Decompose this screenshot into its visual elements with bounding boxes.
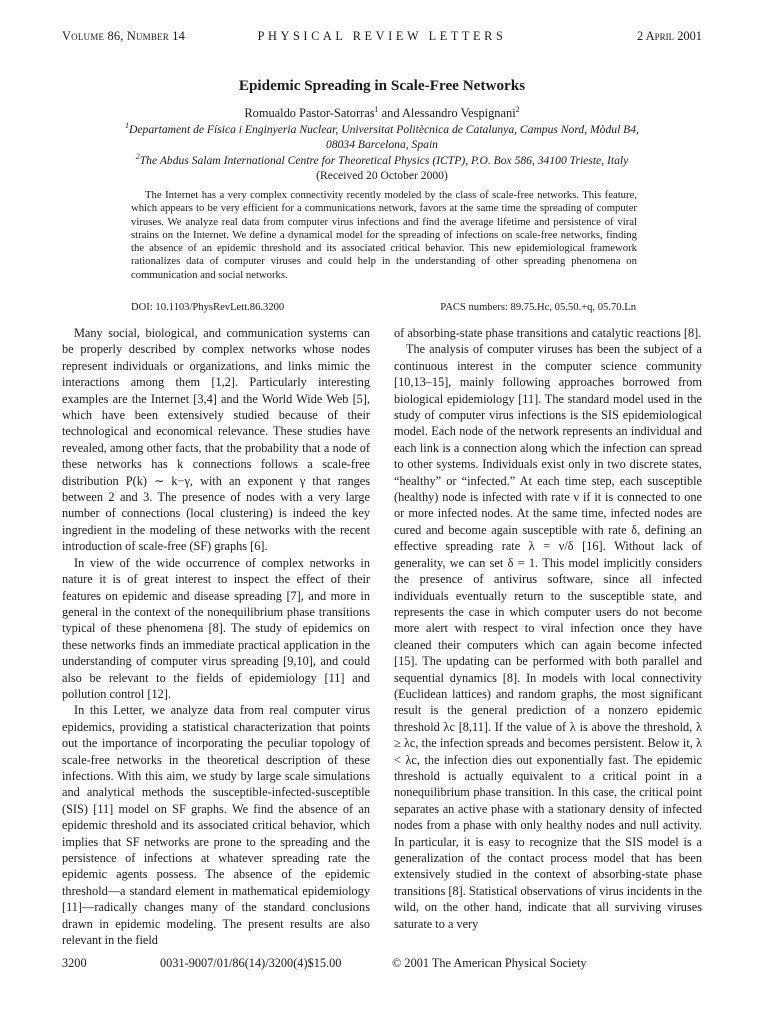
affiliation-mark: 2: [135, 152, 140, 161]
affiliation-text: Departament de Física i Enginyeria Nuclear, Universitat Politècnica de Catalunya, Campus Nord, Mòdul B4,: [129, 123, 639, 136]
author-name: Romualdo Pastor-Satorras: [244, 106, 375, 120]
doi-link[interactable]: DOI: 10.1103/PhysRevLett.86.3200: [131, 302, 285, 313]
author-conjunction: and: [378, 106, 402, 120]
article-code: 0031-9007/01/86(14)/3200(4)$15.00: [160, 956, 342, 970]
affiliation-mark: 2: [515, 105, 520, 114]
author-name: Alessandro Vespignani: [401, 106, 516, 120]
paragraph: In view of the wide occurrence of complex networks in nature it is of great interest to inspect the effect of their features on epidemic and disease spreading [7], and more in general in the context of the nonequilibrium phase transitions typical of these phenomena [8]. The study of epidemics on these networks finds an immediate practical application in the understanding of computer virus spreading [9,10], and could also be relevant to the fields of epidemiology [11] and pollution control [12].: [62, 555, 370, 701]
body-column-left: [62, 325, 370, 948]
author-line: [62, 105, 702, 121]
pacs-numbers: PACS numbers: 89.75.Hc, 05.50.+q, 05.70.Ln: [440, 302, 636, 313]
affiliation: [62, 122, 702, 152]
page-number: 3200: [62, 956, 87, 970]
running-header: [62, 27, 702, 45]
paragraph: The analysis of computer viruses has been the subject of a continuous interest in the computer science community [10,13–15], mainly following approaches borrowed from biological epidemiology [11]. The standard model used in the study of computer virus infections is the SIS epidemiological model. Each node of the network represents an individual and each link is a connection along which the infection can spread to other systems. Individuals exist only in two discrete states, “healthy” or “infected.” At each time step, each susceptible (healthy) node is infected with rate ν if it is connected to one or more infected nodes. At the same time, infected nodes are cured and become again susceptible with rate δ, defining an effective spreading rate λ = ν/δ [16]. Without lack of generality, we can set δ = 1. This model implicitly considers the presence of antivirus software, since all infected individuals eventually return to the susceptible state, and represents the case in which computer users do not become more alert with respect to viral infection once they have cleaned their computers which can again become infected [15]. The updating can be performed with both parallel and sequential dynamics [8]. In models with local connectivity (Euclidean lattices) and random graphs, the most significant result is the general prediction of a nonzero epidemic threshold λc [8,11]. If the value of λ is above the threshold, λ ≥ λc, the infection spreads and becomes persistent. Below it, λ < λc, the infection dies out exponentially fast. The epidemic threshold is actually equivalent to a critical point in a nonequilibrium phase transition. In this case, the critical point separates an active phase with a stationary density of infected nodes from a phase with only healthy nodes and null activity. In particular, it is easy to recognize that the SIS model is a generalization of the contact process model that has been extensively studied in the context of absorbing-state phase transitions [8]. Statistical observations of virus incidents in the wild, on the other hand, indicate that all surviving viruses saturate to a very: [394, 342, 702, 931]
paper-title: Epidemic Spreading in Scale-Free Networks: [238, 77, 526, 94]
paragraph: Many social, biological, and communication systems can be properly described by complex networks whose nodes represent individuals or organizations, and links mimic the interactions among them [1,2]. Particularly interesting examples are the Internet [3,4] and the World Wide Web [5], which have been extensively studied because of their technological and economical relevance. These studies have revealed, among other facts, that the probability that a node of these networks has k connections follows a scale-free distribution P(k) ∼ k−γ, with an exponent γ that ranges between 2 and 3. The presence of nodes with a very large number of connections (local clustering) is indeed the key ingredient in the modeling of these networks with the recent introduction of scale-free (SF) graphs [6].: [62, 326, 370, 554]
affiliation-text: The Abdus Salam International Centre for Theoretical Physics (ICTP), P.O. Box 586, 34100 Trieste, Italy: [139, 154, 629, 167]
journal-name: PHYSICAL REVIEW LETTERS: [257, 29, 507, 43]
affiliation-mark: 1: [374, 105, 379, 114]
abstract: The Internet has a very complex connectivity recently modeled by the class of scale-free networks. This feature, which appears to be very efficient for a communications network, favors at the same time the spreading of computer viruses. We analyze real data from computer virus infections and find the average lifetime and persistence of viral strains on the Internet. We define a dynamical model for the spreading of infections on scale-free networks, finding the absence of an epidemic threshold and its associated critical behavior. This new epidemiological framework rationalizes data of computer viruses and could help in the understanding of other spreading phenomena on communication and social networks.: [131, 189, 637, 281]
issue-date: 2 April 2001: [637, 29, 702, 43]
paragraph: of absorbing-state phase transitions and catalytic reactions [8].: [394, 326, 702, 340]
page-footer: [62, 955, 702, 971]
affiliation-text: 08034 Barcelona, Spain: [326, 138, 438, 152]
received-date: (Received 20 October 2000): [316, 169, 448, 182]
body-column-right: [394, 325, 702, 932]
affiliation: [62, 153, 702, 168]
affiliation-mark: 1: [125, 121, 130, 130]
copyright: © 2001 The American Physical Society: [392, 956, 587, 970]
volume-number: Volume 86, Number 14: [62, 29, 186, 43]
paragraph: In this Letter, we analyze data from real computer virus epidemics, providing a statistical characterization that points out the importance of incorporating the peculiar topology of scale-free networks in the theoretical description of these infections. With this aim, we study by large scale simulations and analytical methods the susceptible-infected-susceptible (SIS) [11] model on SF graphs. We find the absence of an epidemic threshold and its associated critical behavior, which implies that SF networks are prone to the spreading and the persistence of infections at whatever spreading rate the epidemic agents possess. The absence of the epidemic threshold—a standard element in mathematical epidemiology [11]—radically changes many of the standard conclusions drawn in epidemic modeling. The present results are also relevant in the field: [62, 703, 370, 948]
